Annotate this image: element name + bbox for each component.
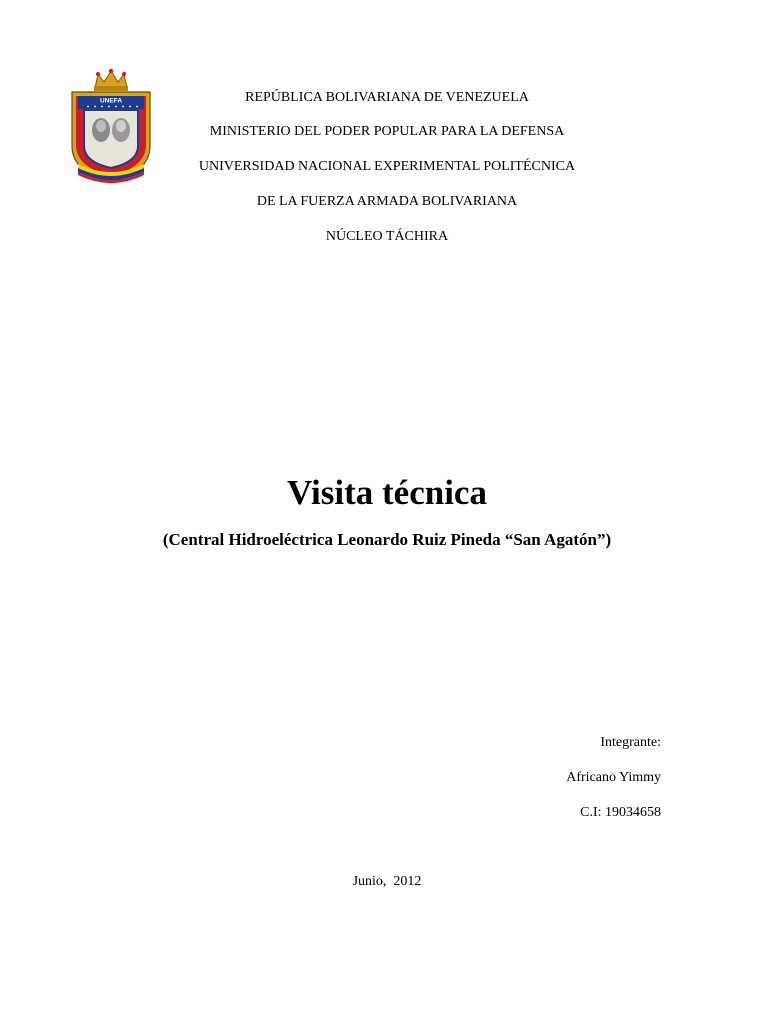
header-republic: REPÚBLICA BOLIVARIANA DE VENEZUELA [245, 90, 529, 105]
header-campus: NÚCLEO TÁCHIRA [325, 229, 449, 244]
author-name: Africano Yimmy [566, 770, 661, 785]
header-ministry: MINISTERIO DEL PODER POPULAR PARA LA DEFENSA [209, 124, 565, 139]
header-armed-forces: DE LA FUERZA ARMADA BOLIVARIANA [256, 194, 518, 209]
header-university: UNIVERSIDAD NACIONAL EXPERIMENTAL POLITÉCNICA [198, 159, 576, 174]
author-id: C.I: 19034658 [580, 805, 661, 820]
document-subtitle: (Central Hidroeléctrica Leonardo Ruiz Pineda “San Agatón”) [162, 530, 612, 549]
document-title: Visita técnica [287, 473, 487, 512]
author-heading: Integrante: [600, 735, 661, 750]
crown-icon [94, 69, 128, 91]
document-date: Junio, 2012 [352, 874, 422, 889]
crest-banner-text: UNEFA [99, 97, 123, 105]
